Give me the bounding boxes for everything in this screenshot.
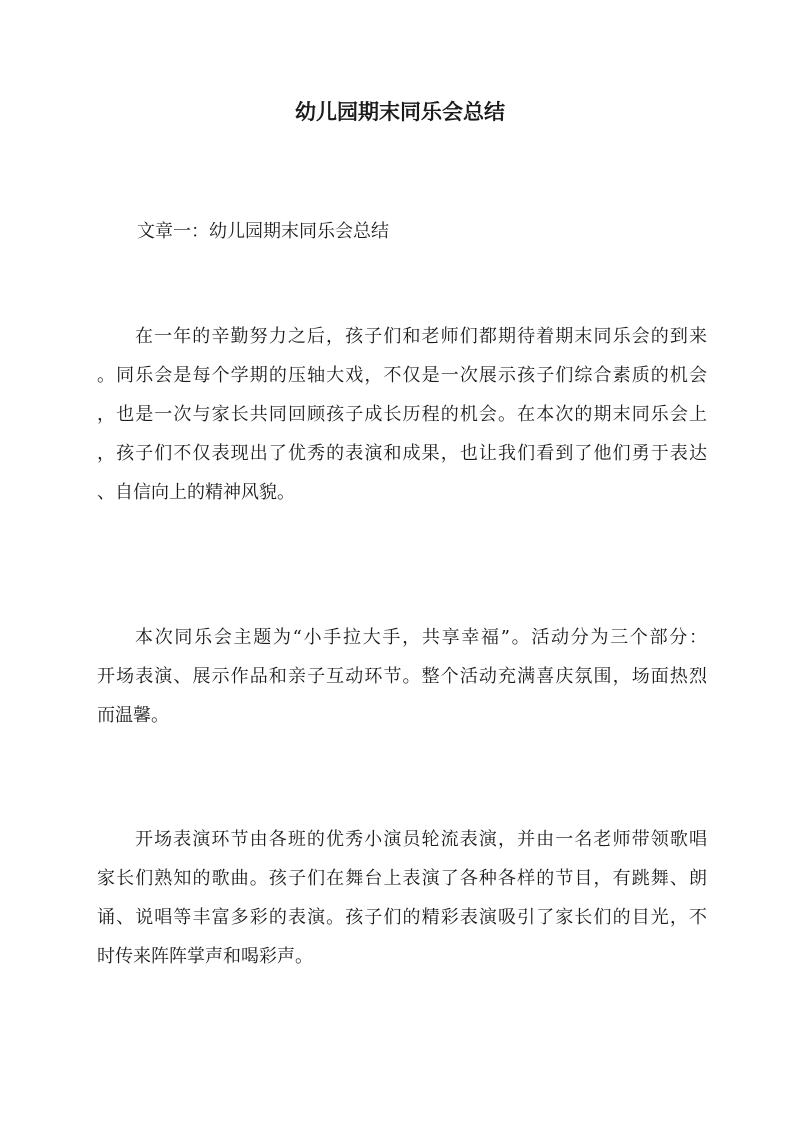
paragraph-line: 开场表演、展示作品和亲子互动环节。整个活动充满喜庆氛围，场面热烈 xyxy=(97,666,707,687)
paragraph-3 xyxy=(97,820,707,976)
paragraph-line: 而温馨。 xyxy=(97,705,169,726)
paragraph-line: 。同乐会是每个学期的压轴大戏，不仅是一次展示孩子们综合素质的机会 xyxy=(97,365,707,386)
document-title: 幼儿园期末同乐会总结 xyxy=(295,99,505,124)
paragraph-line: 诵、说唱等丰富多彩的表演。孩子们的精彩表演吸引了家长们的目光，不 xyxy=(97,907,707,928)
paragraph-line: 本次同乐会主题为“小手拉大手，共享幸福”。活动分为三个部分： xyxy=(135,627,707,648)
paragraph-2 xyxy=(97,618,707,735)
paragraph-line: ，孩子们不仅表现出了优秀的表演和成果，也让我们看到了他们勇于表达 xyxy=(97,443,707,464)
paragraph-line: 时传来阵阵掌声和喝彩声。 xyxy=(97,946,313,967)
paragraph-1 xyxy=(97,317,707,512)
paragraph-line: 、自信向上的精神风貌。 xyxy=(97,482,295,503)
paragraph-line: 开场表演环节由各班的优秀小演员轮流表演，并由一名老师带领歌唱 xyxy=(135,829,707,850)
paragraph-line: 家长们熟知的歌曲。孩子们在舞台上表演了各种各样的节目，有跳舞、朗 xyxy=(97,868,707,889)
paragraph-line: 在一年的辛勤努力之后，孩子们和老师们都期待着期末同乐会的到来 xyxy=(135,326,707,347)
paragraph-line: ，也是一次与家长共同回顾孩子成长历程的机会。在本次的期末同乐会上 xyxy=(97,404,707,425)
article-subtitle: 文章一：幼儿园期末同乐会总结 xyxy=(137,221,389,242)
